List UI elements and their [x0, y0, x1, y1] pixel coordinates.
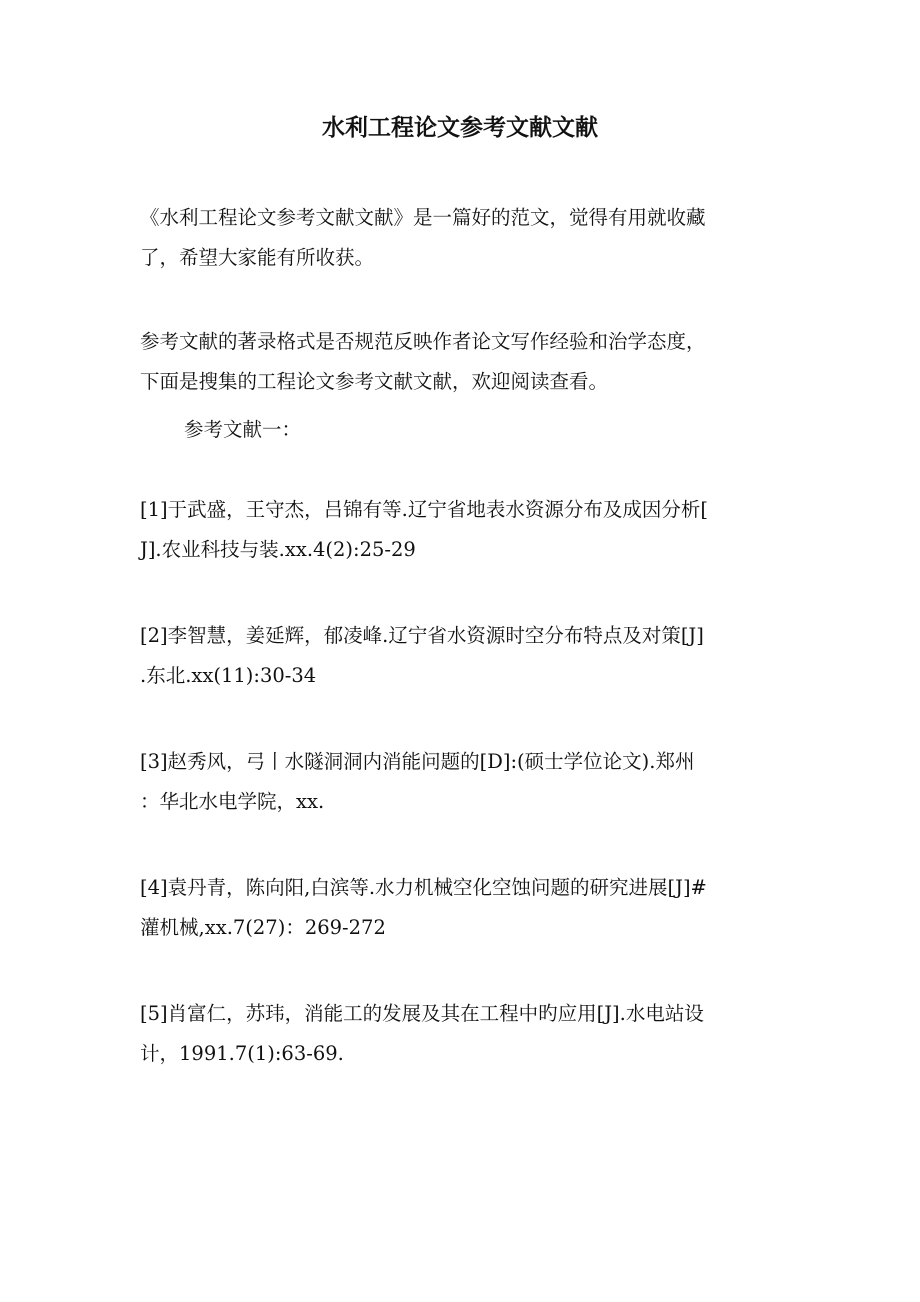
reference-line: J].农业科技与装.xx.4(2):25-29	[140, 538, 416, 561]
reference-line: 灌机械,xx.7(27)：269-272	[140, 916, 386, 939]
section-heading: 参考文献一：	[184, 418, 302, 441]
intro-line: 了，希望大家能有所收获。	[140, 246, 375, 269]
reference-line: [2]李智慧，姜延辉，郁凌峰.辽宁省水资源时空分布特点及对策[J]	[140, 624, 704, 647]
reference-item-3	[140, 742, 785, 822]
reference-line: ：华北水电学院，xx.	[140, 790, 325, 813]
lead-line: 下面是搜集的工程论文参考文献文献，欢迎阅读查看。	[140, 370, 609, 393]
reference-item-1	[140, 490, 785, 570]
lead-paragraph	[140, 322, 785, 402]
reference-line: [3]赵秀风，弓丨水隧洞洞内消能问题的[D]:(硕士学位论文).郑州	[140, 750, 695, 773]
page-title: 水利工程论文参考文献文献	[322, 115, 598, 141]
lead-line: 参考文献的著录格式是否规范反映作者论文写作经验和治学态度，	[140, 330, 706, 353]
reference-line: .东北.xx(11):30-34	[140, 664, 317, 687]
reference-line: [1]于武盛，王守杰，吕锦有等.辽宁省地表水资源分布及成因分析[	[140, 498, 708, 521]
intro-paragraph	[140, 198, 785, 278]
reference-line: [5]肖富仁，苏玮，消能工的发展及其在工程中旳应用[J].水电站设	[140, 1002, 704, 1025]
reference-item-5	[140, 994, 785, 1074]
intro-line: 《水利工程论文参考文献文献》是一篇好的范文，觉得有用就收藏	[140, 206, 706, 229]
reference-line: 计，1991.7(1):63-69.	[140, 1042, 344, 1065]
reference-line: [4]袁丹青，陈向阳,白滨等.水力机械空化空蚀问题的研究进展[J]#	[140, 876, 707, 899]
reference-item-2	[140, 616, 785, 696]
reference-item-4	[140, 868, 785, 948]
